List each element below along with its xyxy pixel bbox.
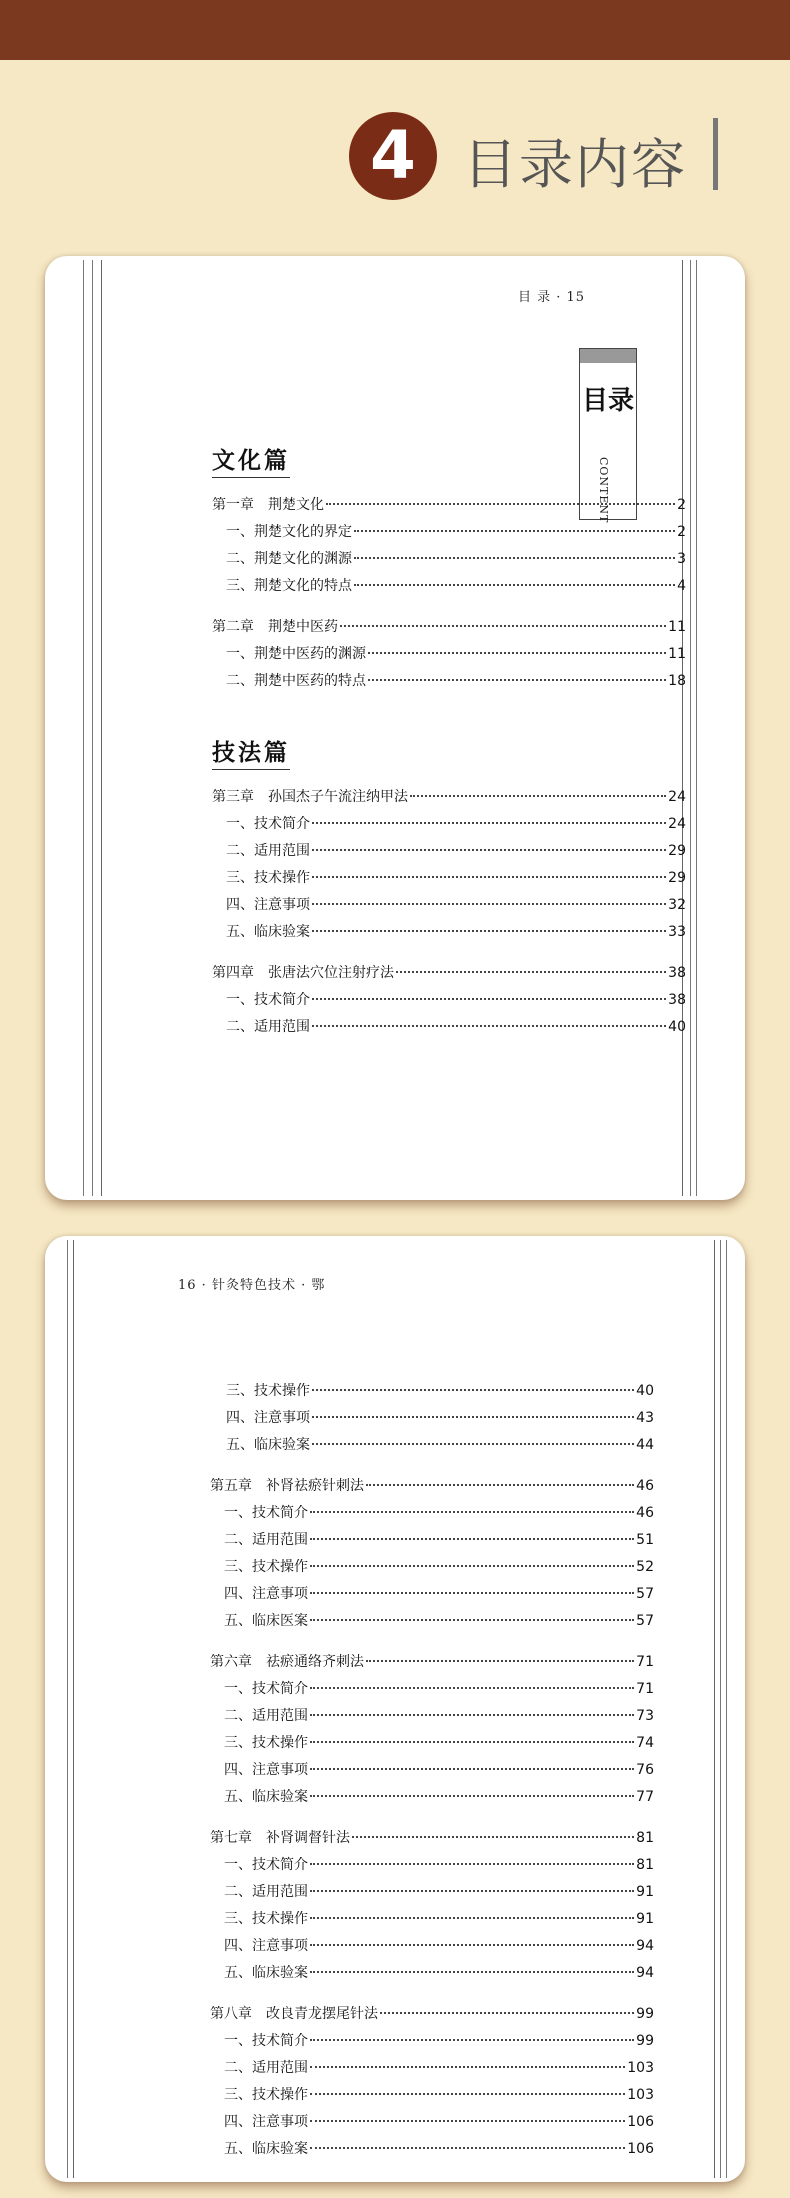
top-banner <box>0 0 790 60</box>
toc-label: 三、技术操作 <box>226 1383 310 1399</box>
dot-leader <box>396 971 666 973</box>
dot-leader <box>368 652 666 654</box>
page-stack-edge <box>67 1240 68 2178</box>
toc-item-row <box>226 1434 654 1454</box>
dot-leader <box>352 1836 634 1838</box>
toc-page-15 <box>101 260 686 1196</box>
toc-page-number: 106 <box>627 2114 654 2130</box>
toc-item-row <box>226 1407 654 1427</box>
toc-page-number: 24 <box>668 816 686 832</box>
toc-page-number: 76 <box>636 1762 654 1778</box>
toc-page-number: 103 <box>627 2060 654 2076</box>
dot-leader <box>310 1944 634 1946</box>
toc-label: 第二章 荆楚中医药 <box>212 619 338 635</box>
toc-item-row <box>226 840 686 860</box>
dot-leader <box>310 1538 634 1540</box>
toc-item-row <box>226 813 686 833</box>
title-divider <box>713 118 718 190</box>
toc-label: 五、临床验案 <box>224 2141 308 2157</box>
toc-item-row <box>224 2057 654 2077</box>
toc-page-number: 32 <box>668 897 686 913</box>
dot-leader <box>312 930 666 932</box>
toc-chapter-row <box>210 2003 654 2023</box>
dot-leader <box>312 903 666 905</box>
toc-page-number: 43 <box>636 1410 654 1426</box>
box-subtitle: CONTENT <box>597 457 610 524</box>
dot-leader <box>310 1592 634 1594</box>
page-stack-edge <box>92 260 93 1196</box>
toc-page-number: 77 <box>636 1789 654 1805</box>
toc-item-row <box>226 521 686 541</box>
toc-label: 一、技术简介 <box>224 1681 308 1697</box>
toc-label: 五、临床医案 <box>224 1613 308 1629</box>
toc-item-row <box>226 548 686 568</box>
toc-page-number: 73 <box>636 1708 654 1724</box>
toc-item-row <box>226 670 686 690</box>
toc-item-row <box>224 1502 654 1522</box>
toc-label: 五、临床验案 <box>226 1437 310 1453</box>
toc-chapter-row <box>212 616 686 636</box>
dot-leader <box>366 1660 634 1662</box>
dot-leader <box>310 1971 634 1973</box>
dot-leader <box>354 584 675 586</box>
toc-label: 三、荆楚文化的特点 <box>226 578 352 594</box>
toc-page-number: 11 <box>668 646 686 662</box>
toc-item-row <box>224 2111 654 2131</box>
toc-label: 一、技术简介 <box>226 992 310 1008</box>
toc-label: 二、适用范围 <box>224 1708 308 1724</box>
toc-page-number: 2 <box>677 497 686 513</box>
toc-page-card-2 <box>45 1236 745 2182</box>
dot-leader <box>312 1416 634 1418</box>
toc-label: 第三章 孙国杰子午流注纳甲法 <box>212 789 408 805</box>
toc-page-number: 46 <box>636 1478 654 1494</box>
toc-item-row <box>224 1786 654 1806</box>
toc-page-number: 38 <box>668 965 686 981</box>
toc-chapter-row <box>210 1827 654 1847</box>
toc-section-title: 文化篇 <box>212 442 290 478</box>
page-stack-edge <box>83 260 84 1196</box>
toc-label: 四、注意事项 <box>224 2114 308 2130</box>
dot-leader <box>310 1714 634 1716</box>
toc-page-number: 29 <box>668 843 686 859</box>
toc-page-number: 74 <box>636 1735 654 1751</box>
toc-item-row <box>224 1962 654 1982</box>
dot-leader <box>312 822 666 824</box>
dot-leader <box>366 1484 634 1486</box>
toc-page-number: 91 <box>636 1884 654 1900</box>
toc-label: 四、注意事项 <box>224 1586 308 1602</box>
toc-label: 三、技术操作 <box>226 870 310 886</box>
dot-leader <box>310 2066 625 2068</box>
dot-leader <box>310 2147 625 2149</box>
dot-leader <box>326 503 675 505</box>
toc-label: 二、适用范围 <box>224 1532 308 1548</box>
dot-leader <box>312 1025 666 1027</box>
toc-label: 二、适用范围 <box>226 1019 310 1035</box>
toc-label: 第五章 补肾祛瘀针刺法 <box>210 1478 364 1494</box>
toc-page-number: 51 <box>636 1532 654 1548</box>
dot-leader <box>354 530 675 532</box>
toc-label: 一、荆楚中医药的渊源 <box>226 646 366 662</box>
toc-chapter-row <box>212 786 686 806</box>
toc-page-number: 3 <box>677 551 686 567</box>
toc-item-row <box>226 894 686 914</box>
toc-label: 第四章 张唐法穴位注射疗法 <box>212 965 394 981</box>
toc-item-row <box>224 1583 654 1603</box>
toc-label: 三、技术操作 <box>224 1559 308 1575</box>
toc-label: 一、技术简介 <box>224 1857 308 1873</box>
toc-page-number: 40 <box>668 1019 686 1035</box>
dot-leader <box>310 1863 634 1865</box>
toc-item-row <box>224 1556 654 1576</box>
toc-label: 五、临床验案 <box>224 1789 308 1805</box>
dot-leader <box>310 1511 634 1513</box>
section-title: 目录内容 <box>463 133 687 196</box>
toc-page-number: 4 <box>677 578 686 594</box>
toc-item-row <box>226 1380 654 1400</box>
toc-page-number: 91 <box>636 1911 654 1927</box>
toc-item-row <box>224 2030 654 2050</box>
toc-page-number: 52 <box>636 1559 654 1575</box>
dot-leader <box>310 1768 634 1770</box>
toc-label: 一、技术简介 <box>224 2033 308 2049</box>
dot-leader <box>310 1687 634 1689</box>
toc-item-row <box>224 1759 654 1779</box>
dot-leader <box>312 849 666 851</box>
dot-leader <box>310 2093 625 2095</box>
page-stack-edge <box>726 1240 727 2178</box>
running-head: 目 录 · 15 <box>518 290 586 305</box>
dot-leader <box>312 1389 634 1391</box>
toc-page-card-1 <box>45 256 745 1200</box>
box-title: 目录 <box>581 386 634 416</box>
toc-label: 第六章 祛瘀通络齐刺法 <box>210 1654 364 1670</box>
toc-label: 三、技术操作 <box>224 1735 308 1751</box>
toc-page-number: 29 <box>668 870 686 886</box>
toc-page-number: 71 <box>636 1654 654 1670</box>
toc-label: 五、临床验案 <box>224 1965 308 1981</box>
dot-leader <box>380 2012 634 2014</box>
running-head: 16 · 针灸特色技术 · 鄂 <box>178 1278 326 1293</box>
page-stack-edge <box>696 260 697 1196</box>
dot-leader <box>410 795 666 797</box>
toc-page-number: 44 <box>636 1437 654 1453</box>
toc-page-number: 81 <box>636 1857 654 1873</box>
toc-page-16 <box>73 1240 715 2178</box>
toc-item-row <box>226 921 686 941</box>
dot-leader <box>310 1619 634 1621</box>
toc-label: 第八章 改良青龙摆尾针法 <box>210 2006 378 2022</box>
dot-leader <box>312 1443 634 1445</box>
toc-page-number: 11 <box>668 619 686 635</box>
toc-label: 四、注意事项 <box>224 1938 308 1954</box>
toc-label: 第一章 荆楚文化 <box>212 497 324 513</box>
toc-page-number: 57 <box>636 1586 654 1602</box>
toc-label: 三、技术操作 <box>224 2087 308 2103</box>
toc-page-number: 24 <box>668 789 686 805</box>
toc-page-number: 99 <box>636 2006 654 2022</box>
dot-leader <box>312 876 666 878</box>
dot-leader <box>310 1565 634 1567</box>
toc-page-number: 18 <box>668 673 686 689</box>
toc-item-row <box>224 1935 654 1955</box>
dot-leader <box>310 1741 634 1743</box>
toc-label: 二、荆楚文化的渊源 <box>226 551 352 567</box>
toc-item-row <box>224 1678 654 1698</box>
toc-label: 三、技术操作 <box>224 1911 308 1927</box>
toc-item-row <box>224 2138 654 2158</box>
toc-page-number: 2 <box>677 524 686 540</box>
toc-page-number: 103 <box>627 2087 654 2103</box>
toc-item-row <box>224 1529 654 1549</box>
toc-item-row <box>226 1016 686 1036</box>
toc-item-row <box>226 643 686 663</box>
dot-leader <box>310 1917 634 1919</box>
toc-page-number: 81 <box>636 1830 654 1846</box>
toc-section-title: 技法篇 <box>212 734 290 770</box>
dot-leader <box>368 679 666 681</box>
toc-item-row <box>224 1732 654 1752</box>
toc-page-number: 40 <box>636 1383 654 1399</box>
toc-item-row <box>226 575 686 595</box>
toc-label: 一、技术简介 <box>226 816 310 832</box>
toc-label: 四、注意事项 <box>226 897 310 913</box>
toc-label: 四、注意事项 <box>224 1762 308 1778</box>
toc-item-row <box>224 1908 654 1928</box>
page-stack-edge <box>690 260 691 1196</box>
toc-page-number: 94 <box>636 1938 654 1954</box>
toc-page-number: 33 <box>668 924 686 940</box>
toc-item-row <box>224 1854 654 1874</box>
toc-item-row <box>226 989 686 1009</box>
dot-leader <box>310 1890 634 1892</box>
toc-page-number: 46 <box>636 1505 654 1521</box>
toc-label: 二、适用范围 <box>226 843 310 859</box>
toc-label: 二、适用范围 <box>224 1884 308 1900</box>
toc-item-row <box>224 1881 654 1901</box>
dot-leader <box>310 2120 625 2122</box>
toc-page-number: 57 <box>636 1613 654 1629</box>
toc-label: 五、临床验案 <box>226 924 310 940</box>
section-heading <box>0 112 790 212</box>
dot-leader <box>310 1795 634 1797</box>
toc-label: 二、荆楚中医药的特点 <box>226 673 366 689</box>
toc-item-row <box>224 1610 654 1630</box>
toc-page-number: 71 <box>636 1681 654 1697</box>
toc-page-number: 99 <box>636 2033 654 2049</box>
toc-chapter-row <box>212 494 686 514</box>
toc-chapter-row <box>210 1651 654 1671</box>
toc-page-number: 106 <box>627 2141 654 2157</box>
toc-label: 第七章 补肾调督针法 <box>210 1830 350 1846</box>
dot-leader <box>340 625 666 627</box>
box-header-bar <box>580 349 636 363</box>
toc-page-number: 38 <box>668 992 686 1008</box>
dot-leader <box>354 557 675 559</box>
toc-item-row <box>224 2084 654 2104</box>
toc-page-number: 94 <box>636 1965 654 1981</box>
toc-label: 四、注意事项 <box>226 1410 310 1426</box>
toc-item-row <box>224 1705 654 1725</box>
toc-chapter-row <box>210 1475 654 1495</box>
toc-chapter-row <box>212 962 686 982</box>
toc-label: 一、技术简介 <box>224 1505 308 1521</box>
toc-label: 二、适用范围 <box>224 2060 308 2076</box>
toc-item-row <box>226 867 686 887</box>
page-stack-edge <box>720 1240 721 2178</box>
dot-leader <box>312 998 666 1000</box>
toc-label: 一、荆楚文化的界定 <box>226 524 352 540</box>
dot-leader <box>310 2039 634 2041</box>
section-number-badge: 4 <box>349 112 437 200</box>
